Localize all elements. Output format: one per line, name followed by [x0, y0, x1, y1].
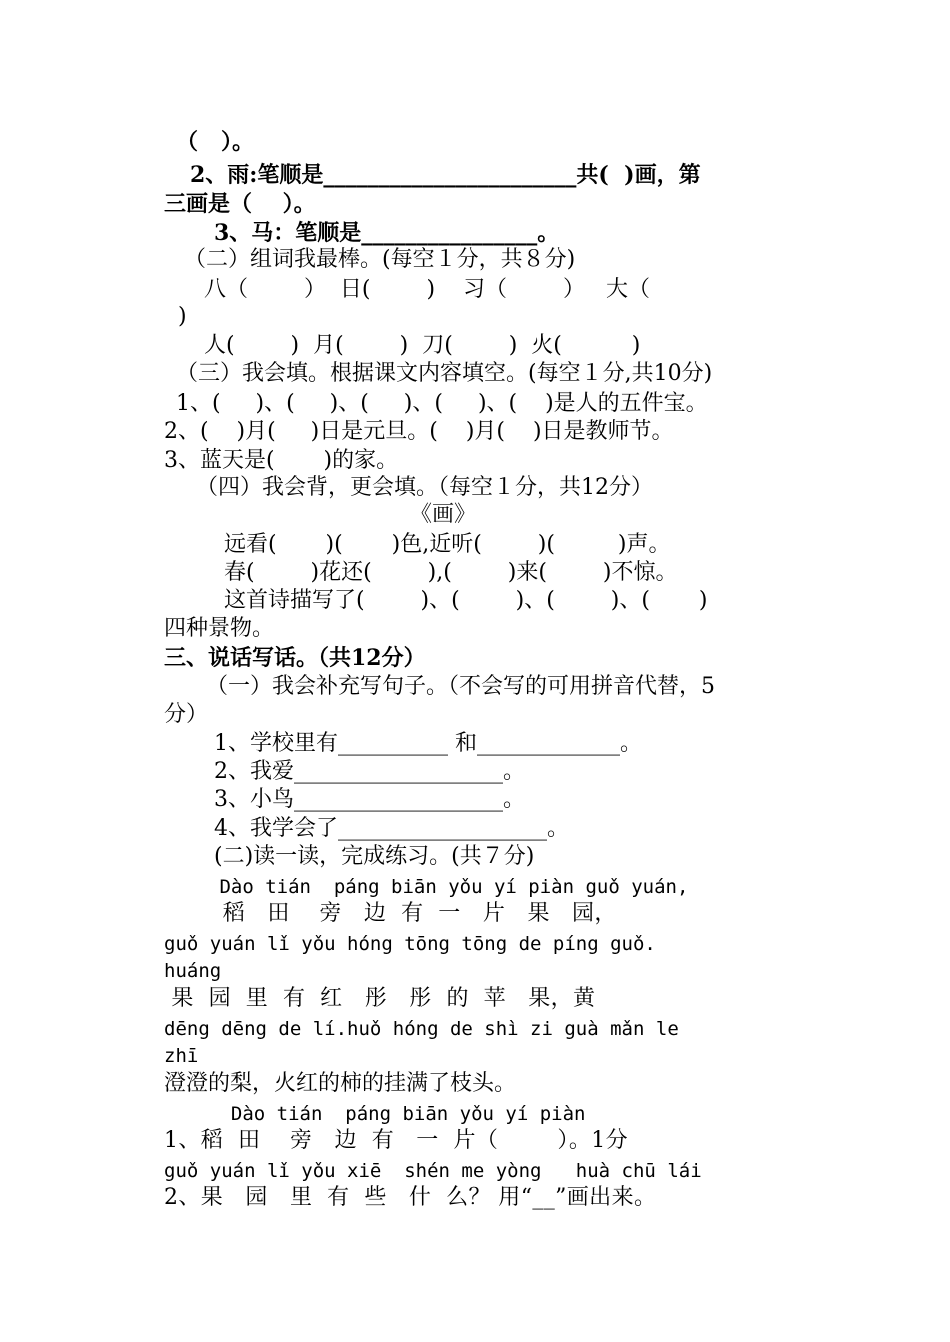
part-three-q2: 2、( )月( )日是元旦。( )月( )日是教师节。	[164, 419, 674, 444]
passage-pinyin-1: Dào tián páng biān yǒu yí piàn guǒ yuán,	[208, 876, 689, 898]
passage-pinyin-3: dēng dēng de lí.huǒ hóng de shì zi guà mǎn le	[164, 1018, 679, 1040]
part-three-q3: 3、蓝天是( )的家。	[164, 448, 399, 473]
question-2-rain-stroke: 2、雨:笔顺是_______________________共( )画，第	[190, 162, 701, 188]
exercise-1: 1、稻 田 旁 边 有 一 片（ ）。1分	[164, 1128, 629, 1153]
sub-one-title-wrap: 分）	[164, 702, 209, 727]
poem-line-1: 远看( )( )色,近听( )( )声。	[224, 532, 671, 557]
exercise-1-pinyin: Dào tián páng biān yǒu yí piàn	[208, 1103, 586, 1125]
poem-question: 这首诗描写了( )、( )、( )、( )	[224, 588, 708, 613]
poem-question-wrap: 四种景物。	[164, 616, 275, 641]
passage-pinyin-2-wrap: huáng	[164, 960, 222, 982]
part-three-q1: 1、( )、( )、( )、( )、( )是人的五件宝。	[176, 391, 708, 416]
sentence-1: 1、学校里有__________ 和_____________。	[214, 731, 642, 756]
question-3-horse-stroke: 3、马：笔顺是________________。	[214, 220, 560, 246]
exercise-2: 2、果 园 里 有 些 什 么？ 用“__”画出来。	[164, 1185, 657, 1210]
answer-paren-line: （ ）。	[176, 129, 254, 155]
exercise-2-pinyin: guǒ yuán lǐ yǒu xiē shén me yòng huà chū lái	[164, 1160, 702, 1182]
sentence-4: 4、我学会了___________________。	[214, 816, 569, 841]
part-two-row-1-wrap: )	[178, 304, 187, 329]
passage-hanzi-2: 果 园 里 有 红 彤 彤 的 苹 果，黄	[164, 986, 596, 1011]
sub-two-title: (二)读一读，完成练习。(共７分)	[214, 844, 535, 869]
passage-pinyin-3-wrap: zhī	[164, 1045, 199, 1067]
part-two-title: （二）组词我最棒。(每空１分，共８分)	[184, 247, 576, 272]
part-two-row-1: 八（ ） 日( ) 习（ ） 大（	[204, 277, 650, 302]
part-three-title: （三）我会填。根据课文内容填空。(每空１分,共10分)	[176, 361, 713, 386]
passage-hanzi-1: 稻 田 旁 边 有 一 片 果 园，	[208, 901, 617, 926]
part-four-title: （四）我会背，更会填。（每空１分，共12分）	[196, 475, 653, 500]
question-2-third-stroke: 三画是（ ）。	[164, 191, 316, 217]
sentence-3: 3、小鸟___________________。	[214, 787, 525, 812]
poem-title: 《画》	[410, 502, 477, 527]
passage-hanzi-3: 澄澄的梨，火红的柿的挂满了枝头。	[164, 1071, 517, 1096]
sentence-2: 2、我爱___________________。	[214, 759, 525, 784]
passage-pinyin-2: guǒ yuán lǐ yǒu hóng tōng tōng de píng guǒ.	[164, 933, 656, 955]
part-two-row-2: 人( ) 月( ) 刀( ) 火( )	[204, 333, 641, 358]
sub-one-title: （一）我会补充写句子。（不会写的可用拼音代替，5	[206, 674, 715, 699]
poem-line-2: 春( )花还( ),( )来( )不惊。	[224, 560, 678, 585]
section-three-title: 三、说话写话。（共12分）	[164, 645, 426, 671]
